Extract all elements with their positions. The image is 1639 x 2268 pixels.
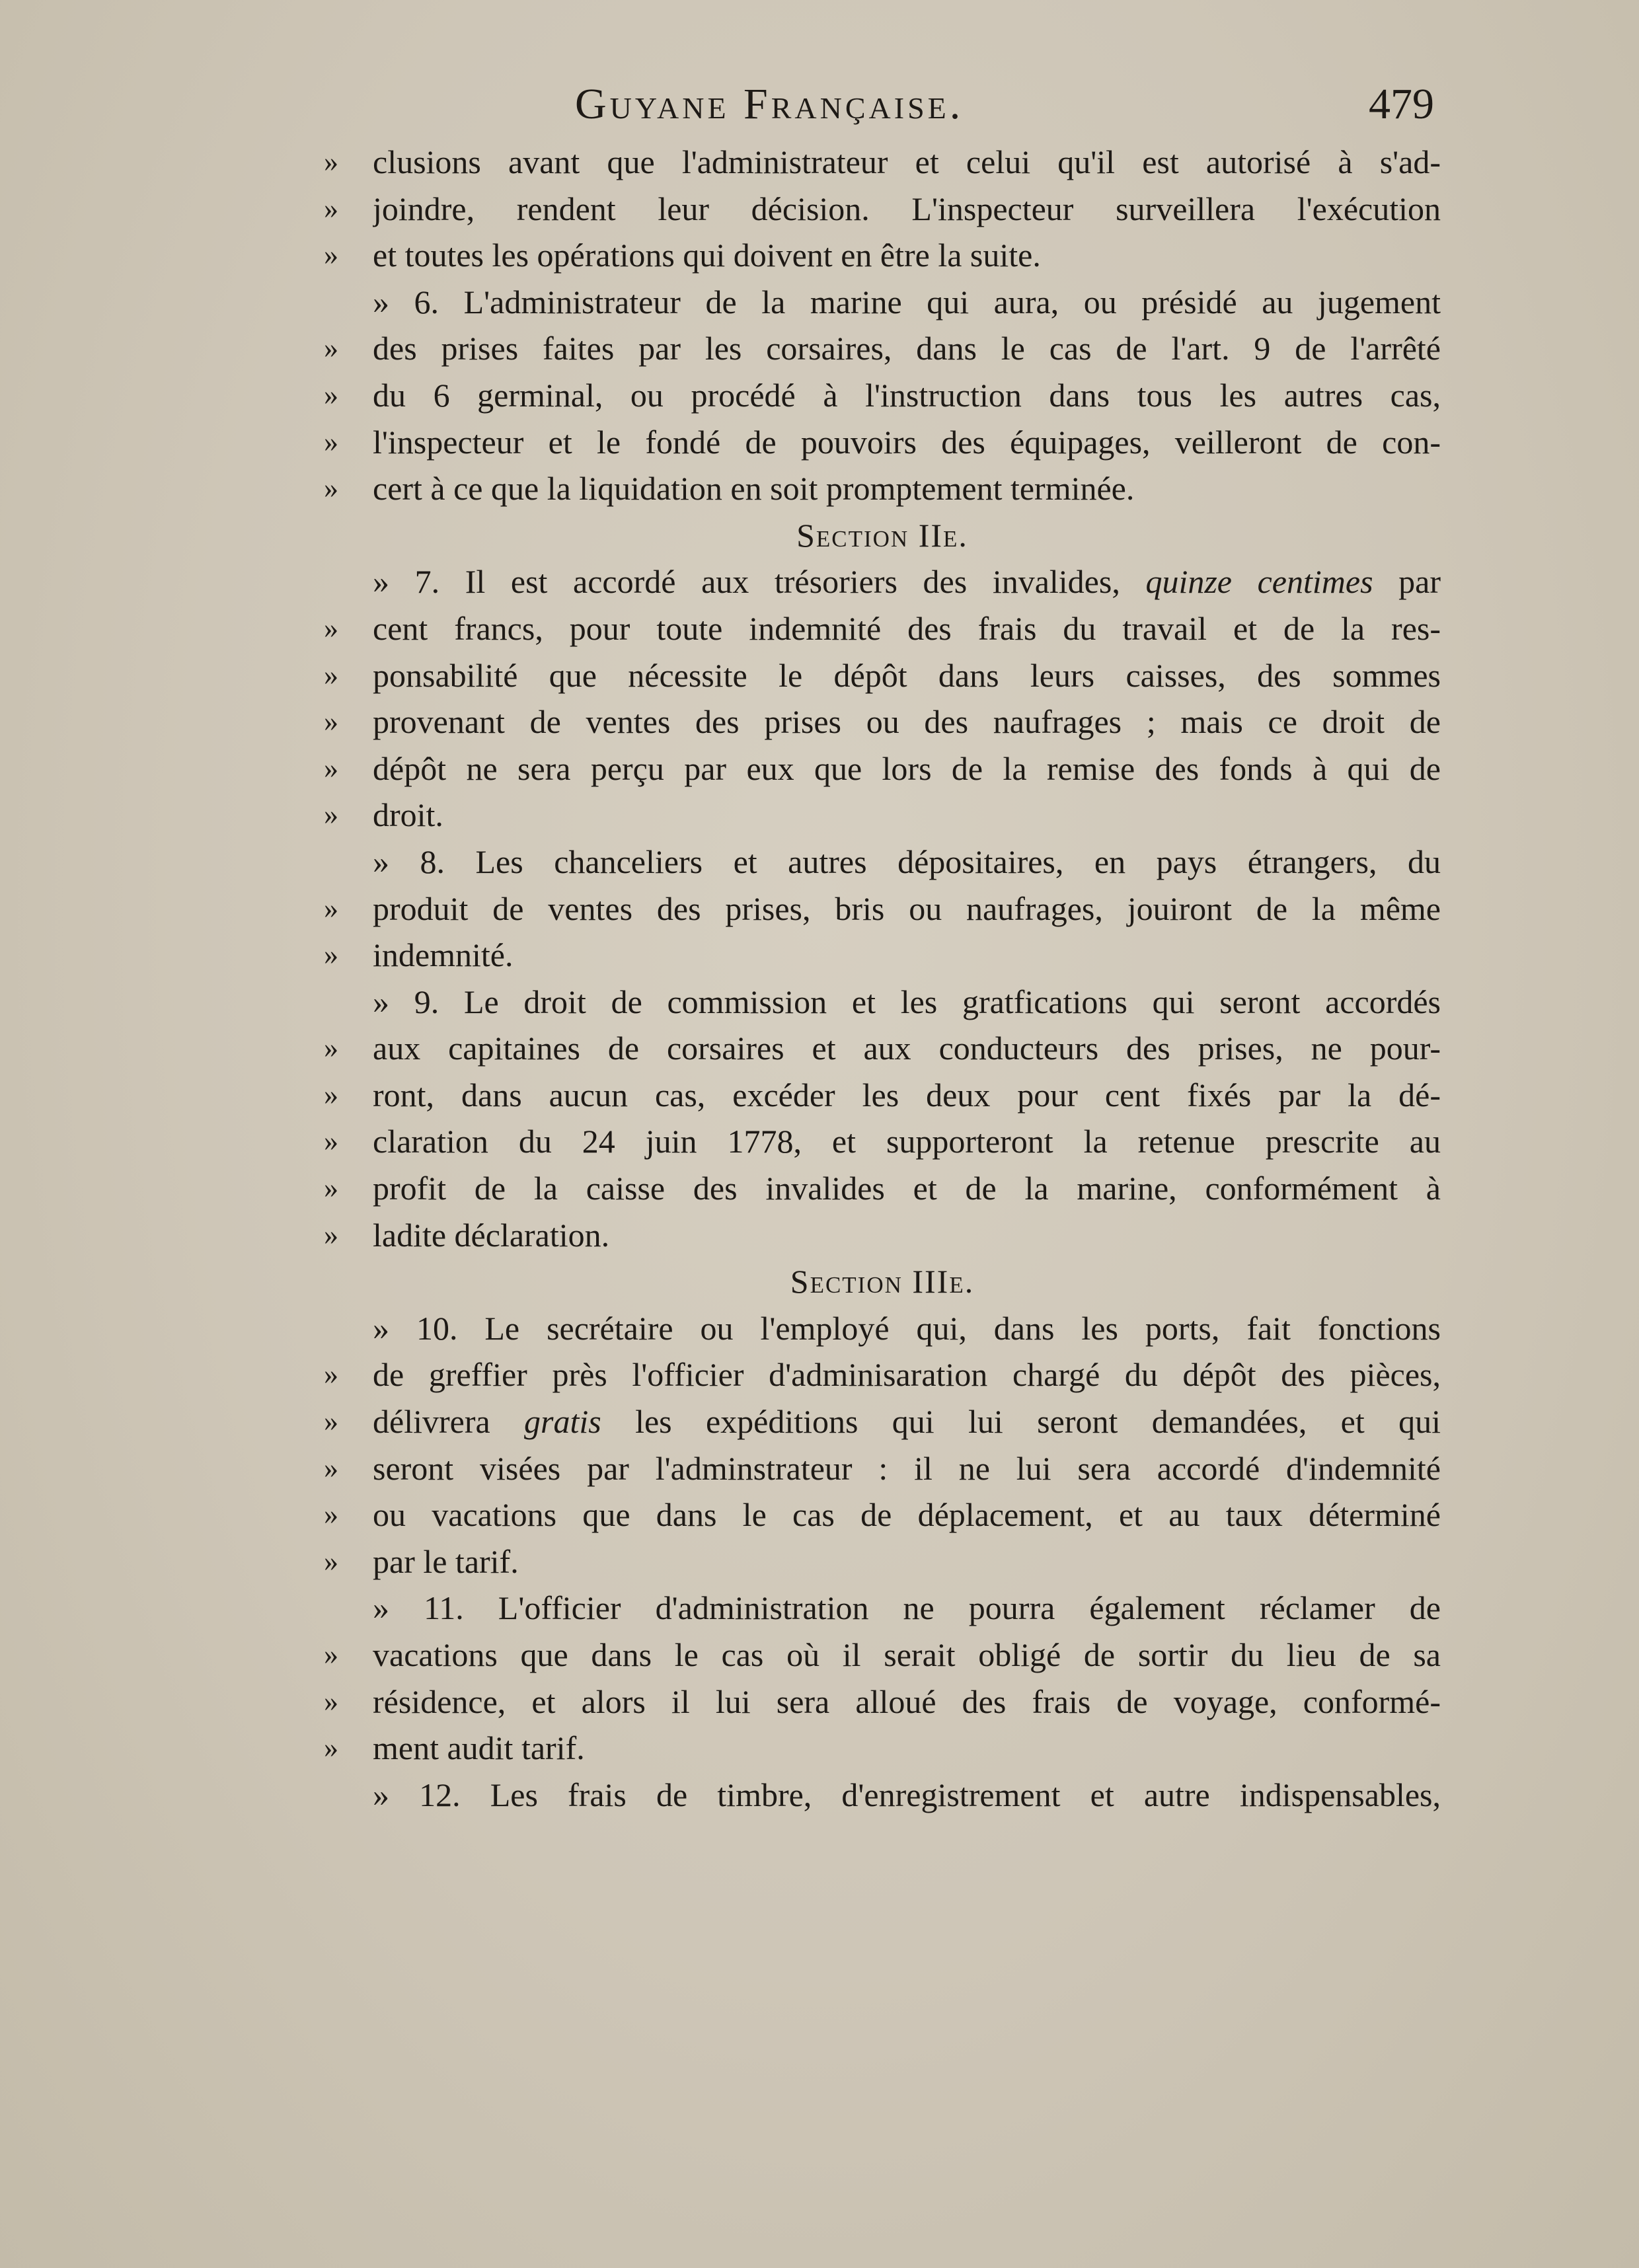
line-text-part: » 7. Il est accordé aux trésoriers des invalides, <box>373 563 1146 601</box>
text-line <box>324 1725 1441 1772</box>
line-text: vacations que dans le cas où il serait obligé de sortir du lieu de sa <box>373 1636 1441 1673</box>
line-text: aux capitaines de corsaires et aux conducteurs des prises, ne pour- <box>373 1030 1441 1067</box>
line-text: seront visées par l'adminstrateur : il ne lui sera accordé d'indemnité <box>373 1449 1441 1487</box>
text-line <box>324 1492 1441 1538</box>
text-line <box>324 1585 1441 1632</box>
line-text: » 10. Le secrétaire ou l'employé qui, dans les ports, fait fonctions <box>373 1309 1441 1347</box>
line-text: droit. <box>373 796 443 834</box>
text-line <box>324 699 1441 745</box>
text-line <box>324 886 1441 932</box>
text-line <box>324 1118 1441 1165</box>
line-text: claration du 24 juin 1778, et supporteront la retenue prescrite au <box>373 1123 1441 1160</box>
line-text: » 12. Les frais de timbre, d'enregistrement et autre indispensables, <box>373 1776 1441 1813</box>
section-heading: Section IIIe. <box>790 1263 975 1301</box>
line-text: ponsabilité que nécessite le dépôt dans leurs caisses, des sommes <box>373 656 1441 694</box>
quote-mark: » <box>324 751 338 784</box>
quote-mark: » <box>324 1405 338 1438</box>
quote-mark: » <box>324 1731 338 1764</box>
text-line <box>324 932 1441 979</box>
line-text: joindre, rendent leur décision. L'inspecteur surveillera l'exécution <box>373 190 1441 227</box>
line-text: clusions avant que l'administrateur et celui qu'il est autorisé à s'ad- <box>373 143 1441 180</box>
quote-mark: » <box>324 611 338 644</box>
quote-mark: » <box>324 705 338 738</box>
quote-mark: » <box>324 798 338 831</box>
line-text: ront, dans aucun cas, excéder les deux pour cent fixés par la dé- <box>373 1076 1441 1114</box>
text-line <box>324 979 1441 1026</box>
text-line <box>324 1679 1441 1725</box>
text-line <box>324 558 1441 605</box>
text-line <box>324 839 1441 886</box>
line-text: » 8. Les chanceliers et autres dépositaires, en pays étrangers, du <box>373 843 1441 880</box>
page-number: 479 <box>1369 80 1434 128</box>
line-text: l'inspecteur et le fondé de pouvoirs des équipages, veilleront de con- <box>373 423 1441 461</box>
text-line <box>324 1165 1441 1212</box>
running-header <box>575 79 1434 139</box>
quote-mark: » <box>324 472 338 505</box>
quote-mark: » <box>324 1638 338 1671</box>
line-text: ladite déclaration. <box>373 1216 610 1254</box>
quote-mark: » <box>324 1125 338 1158</box>
quote-mark: » <box>324 1218 338 1251</box>
quote-mark: » <box>324 145 338 178</box>
section-heading: Section IIe. <box>796 516 968 554</box>
text-line <box>324 1445 1441 1492</box>
text-line <box>324 1305 1441 1352</box>
line-text: et toutes les opérations qui doivent en être la suite. <box>373 237 1041 274</box>
text-line <box>324 279 1441 326</box>
quote-mark: » <box>324 378 338 411</box>
text-line <box>324 372 1441 419</box>
line-text: résidence, et alors il lui sera alloué des frais de voyage, conformé- <box>373 1682 1441 1720</box>
line-text-part: par <box>1373 563 1441 601</box>
line-text: de greffier près l'officier d'adminisaration chargé du dépôt des pièces, <box>373 1356 1441 1394</box>
text-line <box>324 1212 1441 1259</box>
line-text <box>373 558 1441 605</box>
quote-mark: » <box>324 332 338 365</box>
quote-mark: » <box>324 1544 338 1577</box>
quote-mark: » <box>324 425 338 458</box>
line-text: des prises faites par les corsaires, dans le cas de l'art. 9 de l'arrêté <box>373 330 1441 367</box>
quote-mark: » <box>324 1684 338 1718</box>
quote-mark: » <box>324 1032 338 1065</box>
line-text: » 9. Le droit de commission et les gratfications qui seront accordés <box>373 983 1441 1020</box>
line-text: cent francs, pour toute indemnité des frais du travail et de la res- <box>373 609 1441 647</box>
quote-mark: » <box>324 938 338 971</box>
text-line <box>324 232 1441 279</box>
text-line <box>324 1538 1441 1585</box>
line-text: dépôt ne sera perçu par eux que lors de la remise des fonds à qui de <box>373 749 1441 787</box>
quote-mark: » <box>324 1498 338 1531</box>
text-line <box>324 1632 1441 1679</box>
line-text: ou vacations que dans le cas de déplacement, et au taux déterminé <box>373 1496 1441 1534</box>
text-body <box>324 139 1441 1818</box>
line-text: profit de la caisse des invalides et de la marine, conformément à <box>373 1170 1441 1207</box>
italic-text: quinze centimes <box>1145 563 1373 601</box>
line-text: » 11. L'officier d'administration ne pourra également réclamer de <box>373 1589 1441 1627</box>
text-line <box>324 745 1441 792</box>
line-text: par le tarif. <box>373 1542 519 1580</box>
quote-mark: » <box>324 891 338 925</box>
line-text: indemnité. <box>373 936 514 974</box>
quote-mark: » <box>324 658 338 691</box>
text-line <box>324 1351 1441 1398</box>
text-line <box>324 419 1441 466</box>
italic-text: gratis <box>524 1403 601 1441</box>
text-line <box>324 652 1441 699</box>
line-text: ment audit tarif. <box>373 1729 585 1767</box>
line-text: du 6 germinal, ou procédé à l'instruction dans tous les autres cas, <box>373 376 1441 414</box>
quote-mark: » <box>324 192 338 225</box>
quote-mark: » <box>324 1172 338 1205</box>
text-line <box>324 1398 1441 1445</box>
text-line <box>324 325 1441 372</box>
line-text: » 6. L'administrateur de la marine qui aura, ou présidé au jugement <box>373 283 1441 321</box>
line-text: produit de ventes des prises, bris ou naufrages, jouiront de la même <box>373 889 1441 927</box>
text-line <box>324 792 1441 839</box>
line-text: provenant de ventes des prises ou des naufrages ; mais ce droit de <box>373 703 1441 741</box>
header-title: Guyane Française. <box>575 80 964 128</box>
quote-mark: » <box>324 1078 338 1111</box>
quote-mark: » <box>324 239 338 272</box>
line-text-part: les expéditions qui lui seront demandées, et qui <box>601 1403 1441 1441</box>
text-line <box>324 139 1441 186</box>
text-line <box>324 1772 1441 1819</box>
text-line <box>324 465 1441 512</box>
line-text <box>373 1398 1441 1445</box>
line-text: cert à ce que la liquidation en soit promptement terminée. <box>373 470 1135 508</box>
text-line <box>324 605 1441 652</box>
text-line <box>324 1072 1441 1119</box>
quote-mark: » <box>324 1451 338 1484</box>
text-line <box>324 1025 1441 1072</box>
line-text-part: délivrera <box>373 1403 525 1441</box>
text-line <box>324 186 1441 233</box>
quote-mark: » <box>324 1358 338 1391</box>
